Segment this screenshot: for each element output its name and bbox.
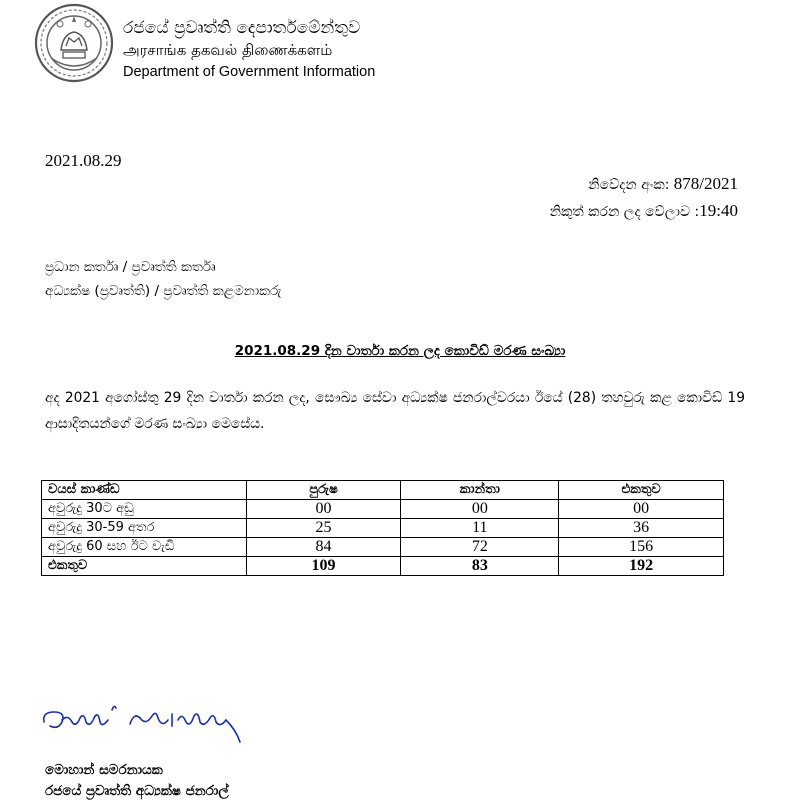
- age-group-cell: අවුරුදු 30ට අඩු: [42, 500, 247, 519]
- male-cell: 84: [246, 538, 401, 557]
- recipient-line: ප්‍රධාන කර්තෘ / ප්‍රවෘත්ති කර්තෘ: [45, 259, 216, 275]
- department-name-english: Department of Government Information: [123, 64, 376, 80]
- male-cell: 25: [246, 519, 401, 538]
- handwritten-signature: [40, 700, 250, 750]
- male-cell: 00: [246, 500, 401, 519]
- death-statistics-table: [41, 480, 724, 576]
- grand-total-cell: 192: [559, 557, 724, 576]
- document-date: 2021.08.29: [45, 151, 122, 170]
- release-number-value: 878/2021: [669, 174, 738, 193]
- table-header-row: [42, 481, 724, 500]
- column-header-male: පුරුෂ: [246, 481, 401, 500]
- release-time-label: නිකුත් කරන ලද වේලාව :: [549, 204, 700, 220]
- sri-lanka-emblem-icon: [33, 2, 115, 84]
- body-paragraph: අද 2021 අගෝස්තු 29 දින වාර්තා කරන ලද, සෞඛ්‍ය සේවා අධ්‍යක්ෂ ජනරාල්වරයා ඊයේ (28) තහවුරු කළ කොවිඩ් 19 ආසාදිතයන්ගේ මරණ සංඛ්‍යා මෙසේය.: [45, 390, 745, 432]
- column-header-female: කාන්තා: [401, 481, 559, 500]
- department-name-tamil: அரசாங்க தகவல் திணைக்களம்: [123, 41, 333, 59]
- headline: [0, 343, 800, 359]
- age-group-cell: අවුරුදු 60 සහ ඊට වැඩි: [42, 538, 247, 557]
- headline-text: 2021.08.29 දින වාර්තා කරන ලද කොවිඩ් මරණ සංඛ්‍යා: [234, 343, 566, 359]
- total-cell: 36: [559, 519, 724, 538]
- table-row: [42, 538, 724, 557]
- male-total-cell: 109: [246, 557, 401, 576]
- department-name-sinhala: රජයේ ප්‍රවෘත්ති දෙපාර්තමේන්තුව: [123, 18, 361, 38]
- release-time: [550, 201, 738, 221]
- age-group-cell: අවුරුදු 30-59 අතර: [42, 519, 247, 538]
- female-cell: 72: [401, 538, 559, 557]
- female-total-cell: 83: [401, 557, 559, 576]
- female-cell: 00: [401, 500, 559, 519]
- total-label-cell: එකතුව: [42, 557, 247, 576]
- signer-title: රජයේ ප්‍රවෘත්ති අධ්‍යක්ෂ ජනරාල්: [45, 783, 229, 799]
- total-cell: 00: [559, 500, 724, 519]
- recipient-line: අධ්‍යක්ෂ (ප්‍රවෘත්ති) / ප්‍රවෘත්ති කළමනාකරු: [45, 283, 282, 299]
- release-number: [588, 174, 738, 194]
- female-cell: 11: [401, 519, 559, 538]
- release-time-value: 19:40: [699, 201, 738, 220]
- signer-name: මොහාන් සමරනායක: [45, 762, 163, 778]
- release-number-label: නිවේදන අංක:: [588, 177, 670, 193]
- table-total-row: [42, 557, 724, 576]
- column-header-total: එකතුව: [559, 481, 724, 500]
- table-row: [42, 519, 724, 538]
- column-header-age-group: වයස් කාණ්ඩ: [42, 481, 247, 500]
- table-row: [42, 500, 724, 519]
- total-cell: 156: [559, 538, 724, 557]
